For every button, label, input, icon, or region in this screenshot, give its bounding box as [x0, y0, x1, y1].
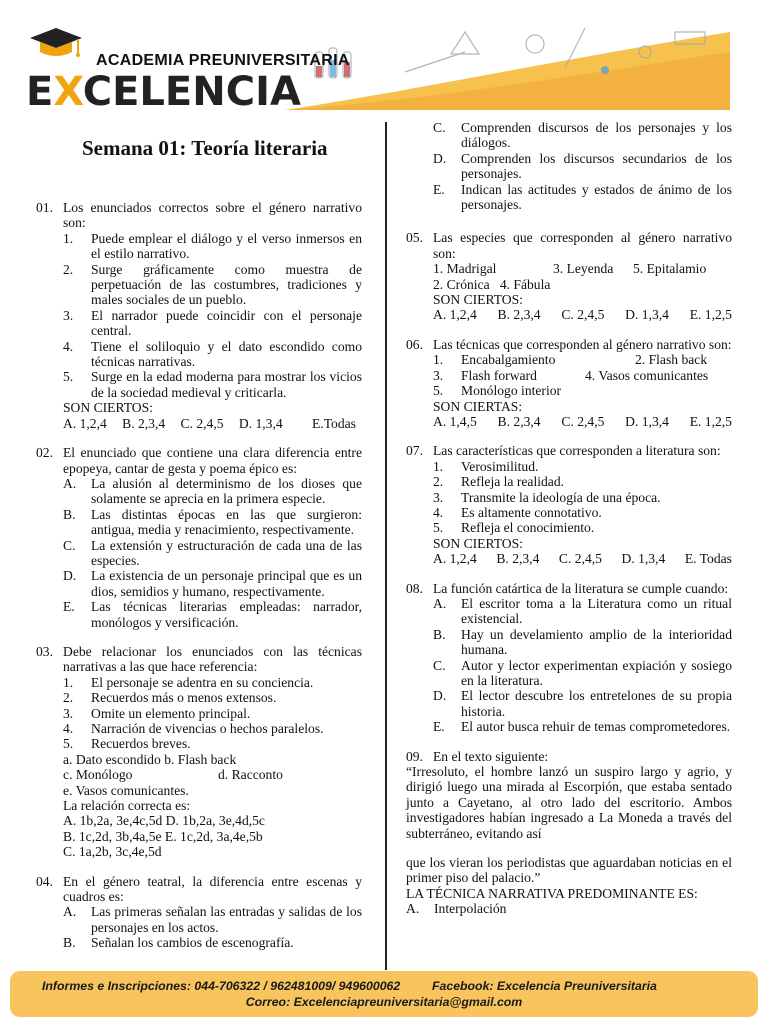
facebook-info: Facebook: Excelencia Preuniversitaria	[432, 979, 657, 993]
answer-choices: A. 1,2,4 B. 2,3,4 C. 2,4,5 D. 1,3,4 E.Todas	[63, 415, 356, 431]
science-illustration	[285, 22, 730, 110]
question-08: 08. La función catártica de la literatura se cumple cuando: A. El escritor toma a la Literatura como un ritual existencial. B. Hay un develamiento amplio de la interioridad humana. C. Autor y lector experimentan expiación y sosiego en la literatura. D. El lector descubre los entretelones de su propia historia. E. El autor busca rehuir de temas comprometedores.	[406, 580, 732, 735]
right-column	[406, 120, 732, 931]
question-04-continued: C. Comprenden discursos de los personajes y los diálogos. D. Comprenden los discursos secundarios de los personajes. E. Indican las actitudes y estados de ánimo de los personajes.	[433, 120, 732, 213]
question-05: 05. Las especies que corresponden al género narrativo son: 1. Madrigal 3. Leyenda 5. Epitalamio 2. Crónica 4. Fábula SON CIERTOS: A. 1,2,4 B. 2,3,4 C. 2,4,5 D. 1,3,4 E. 1,2,5	[406, 230, 732, 323]
answer-choices: A. 1,2,4 B. 2,3,4 C. 2,4,5 D. 1,3,4 E. 1,2,5	[433, 307, 732, 323]
header-banner	[285, 22, 730, 110]
left-column	[36, 200, 362, 965]
question-07: 07. Las características que corresponden a literatura son: 1. Verosimilitud. 2. Refleja la realidad. 3. Transmite la ideología de una época. 4. Es altamente connotativo. 5. Refleja el conocimiento. SON CIERTOS: A. 1,2,4 B. 2,3,4 C. 2,4,5 D. 1,3,4 E. Todas	[406, 443, 732, 567]
page-title: Semana 01: Teoría literaria	[82, 136, 328, 160]
question-03: 03. Debe relacionar los enunciados con las técnicas narrativas a las que hace referencia: 1. El personaje se adentra en su conciencia. 2. Recuerdos más o menos extensos. 3. Omite un elemento principal. 4. Narración de vivencias o hechos paralelos. 5. Recuerdos breves. a. Dato escondido b. Flash back c. Monólogo d. Racconto e. Vasos comunicantes. La relación correcta es: A. 1b,2a, 3e,4c,5d D. 1b,2a, 3e,4d,5c B. 1c,2d, 3b,4a,5e E. 1c,2d, 3a,4e,5b C. 1a,2b, 3c,4e,5d	[36, 643, 362, 860]
question-09: 09. En el texto siguiente: “Irresoluto, el hombre lanzó un suspiro largo y agrio, y dirigió luego una mirada al Escorpión, que estaba sentado junto a Cayetano, al otro lado del escritorio. Ambos investigadores habían ingresado a La Moneda a través del subterráneo, evitando así que los vieran los periodistas que aguardaban noticias en el primer piso del palacio.” LA TÉCNICA NARRATIVA PREDOMINANTE ES: A. Interpolación	[406, 748, 732, 917]
graduation-cap-icon	[26, 24, 86, 64]
question-02: 02. El enunciado que contiene una clara diferencia entre epopeya, cantar de gesta y poema épico es: A. La alusión al determinismo de los dioses que solamente se aprecia en la primera especie. B. Las distintas épocas en las que surgieron: antigua, media y renacimiento, respectivamente. C. La extensión y estructuración de cada una de las especies. D. La existencia de un personaje principal que es un dios, semidios y humano, respectivamente. E. Las técnicas literarias empleadas: narrador, monólogos y versificación.	[36, 445, 362, 630]
contact-footer	[10, 971, 758, 1017]
question-01: 01. Los enunciados correctos sobre el género narrativo son: 1. Puede emplear el diálogo y el verso inmersos en el estilo narrativo. 2. Surge gráficamente como muestra de perpetuación de las costumbres, tradiciones y males sociales de un pueblo. 3. El narrador puede coincidir con el personaje central. 4. Tiene el soliloquio y el dato escondido como técnicas narrativas. 5. Surge en la edad moderna para mostrar los vicios de la sociedad medieval y criticarla. SON CIERTOS: A. 1,2,4 B. 2,3,4 C. 2,4,5 D. 1,3,4 E.Todas	[36, 200, 362, 431]
question-04: 04. En el género teatral, la diferencia entre escenas y cuadros es: A. Las primeras señalan las entradas y salidas de los personajes en los actos. B. Señalan los cambios de escenografía.	[36, 873, 362, 951]
email-info: Correo: Excelenciapreuniversitaria@gmail.com	[245, 995, 523, 1009]
page-header	[0, 0, 768, 118]
brand-logo-text: EXCELENCIA	[26, 69, 301, 115]
phone-info: Informes e Inscripciones: 044-706322 / 962481009/ 949600062	[42, 979, 401, 993]
answer-choices: A. 1,2,4 B. 2,3,4 C. 2,4,5 D. 1,3,4 E. Todas	[433, 551, 732, 567]
answer-choices: A. 1,4,5 B. 2,3,4 C. 2,4,5 D. 1,3,4 E. 1,2,5	[433, 413, 732, 429]
academy-name: ACADEMIA PREUNIVERSITARIA	[96, 52, 350, 69]
column-divider	[385, 122, 387, 970]
question-06: 06. Las técnicas que corresponden al género narrativo son: 1. Encabalgamiento 2. Flash back 3. Flash forward 4. Vasos comunicantes 5. Monólogo interior SON CIERTAS: A. 1,4,5 B. 2,3,4 C. 2,4,5 D. 1,3,4 E. 1,2,5	[406, 336, 732, 429]
